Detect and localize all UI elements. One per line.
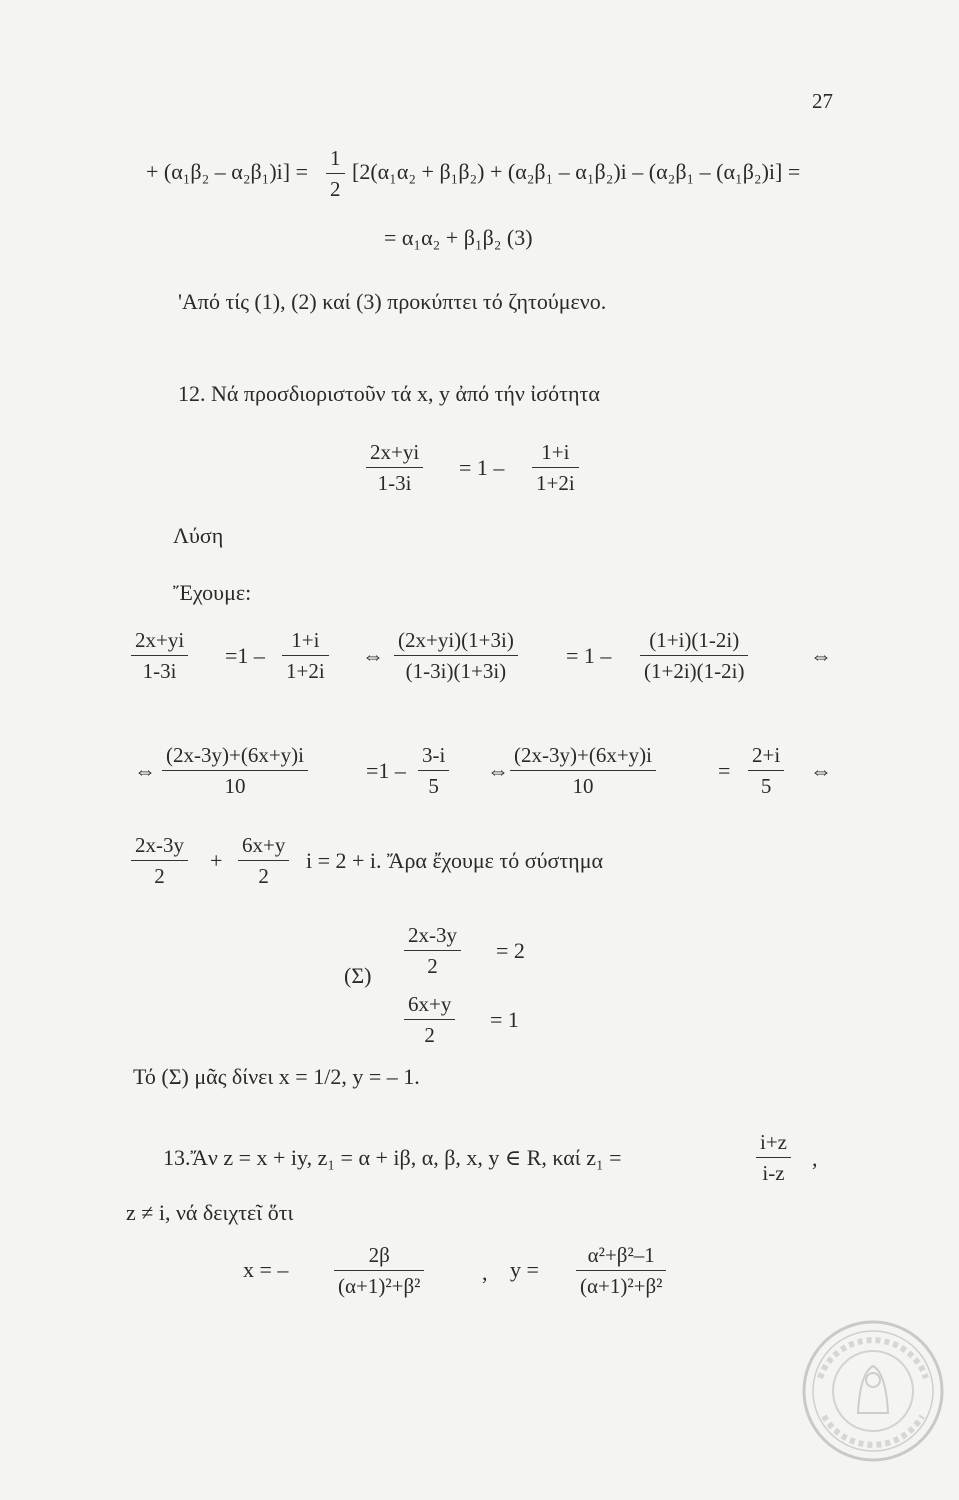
p13-y-den: (α+1)²+β² — [580, 1274, 663, 1298]
r3-frac2 — [238, 833, 289, 888]
eq-result-3: = α₁α₂ + β₁β₂ (3) — [384, 225, 533, 250]
sys-eq2-frac — [404, 992, 455, 1047]
r3-plus: + — [210, 848, 223, 873]
p12-eq-rhs-num: 1+i — [541, 440, 570, 464]
sys-eq1-rhs: = 2 — [496, 938, 525, 963]
problem-13-condition: z ≠ i, νά δειχτεῖ ὅτι — [126, 1200, 294, 1225]
r1-op1: =1 – — [225, 643, 265, 668]
conclusion-text: 'Από τίς (1), (2) καί (3) προκύπτει τό ζητούμενο. — [178, 289, 607, 314]
r1-frac1-num: 2x+yi — [135, 628, 185, 652]
sys-eq1-den: 2 — [427, 954, 438, 978]
p13-y-num: α²+β²–1 — [587, 1243, 655, 1267]
r3-frac2-num: 6x+y — [242, 833, 286, 857]
r2-iff0: ⇔ — [134, 758, 156, 783]
page-number: 27 — [812, 89, 833, 113]
half-numerator: 1 — [330, 146, 341, 170]
p13-y-frac — [576, 1243, 666, 1298]
r1-frac3-den: (1-3i)(1+3i) — [405, 659, 507, 683]
p13-z1-tail: , — [812, 1146, 818, 1171]
eq-continuation-left: + (α₁β₂ – α₂β₁)i] = — [146, 159, 309, 184]
p12-eq-lhs-num: 2x+yi — [370, 440, 420, 464]
problem-13-statement: 13.Ἄν z = x + iy, z₁ = α + iβ, α, β, x, y ∈ R, καί z₁ = — [163, 1145, 622, 1170]
sys-eq1-frac — [404, 923, 461, 978]
p12-eq-mid: = 1 – — [459, 455, 505, 480]
p12-eq-rhs-den: 1+2i — [536, 471, 575, 495]
r2-frac3-num: (2x-3y)+(6x+y)i — [514, 743, 652, 767]
r1-frac3 — [394, 628, 518, 683]
r2-frac1-den: 10 — [224, 774, 246, 798]
p13-x-num: 2β — [368, 1243, 390, 1267]
library-stamp-icon — [800, 1318, 946, 1464]
p13-sep: , — [482, 1260, 488, 1285]
we-have-label: Ἔχουμε: — [173, 580, 252, 605]
r3-frac2-den: 2 — [258, 864, 269, 888]
r2-frac3 — [510, 743, 656, 798]
r2-frac4-num: 2+i — [752, 743, 781, 767]
r1-op2: = 1 – — [566, 643, 612, 668]
r1-frac2-den: 1+2i — [286, 659, 325, 683]
p13-x-den: (α+1)²+β² — [338, 1274, 421, 1298]
r1-frac1-den: 1-3i — [142, 659, 177, 683]
p13-z1-frac — [756, 1130, 791, 1185]
system-label: (Σ) — [344, 963, 372, 988]
sys-eq2-rhs: = 1 — [490, 1007, 519, 1032]
problem-12-result: Τό (Σ) μᾶς δίνει x = 1/2, y = – 1. — [133, 1064, 420, 1089]
p13-y-lhs: y = — [510, 1257, 539, 1282]
p12-eq-rhs — [532, 440, 579, 495]
sys-eq1-num: 2x-3y — [408, 923, 457, 947]
p12-eq-lhs-den: 1-3i — [377, 471, 412, 495]
r1-frac4-num: (1+i)(1-2i) — [649, 628, 740, 652]
r2-frac2-num: 3-i — [422, 743, 446, 767]
r2-frac4-den: 5 — [760, 774, 772, 798]
sys-eq2-den: 2 — [424, 1023, 435, 1047]
p12-eq-lhs — [366, 440, 423, 495]
r1-frac4 — [640, 628, 748, 683]
r2-op1: =1 – — [366, 758, 406, 783]
r2-frac1-num: (2x-3y)+(6x+y)i — [166, 743, 304, 767]
eq-continuation-right: [2(α₁α₂ + β₁β₂) + (α₂β₁ – α₁β₂)i – (α₂β₁ – (α₁β₂)i] = — [352, 159, 801, 184]
r3-frac1-den: 2 — [154, 864, 165, 888]
r2-iff2: ⇔ — [810, 758, 832, 783]
r1-iff2: ⇔ — [810, 643, 832, 668]
r1-iff1: ⇔ — [362, 643, 384, 668]
r2-iff1: ⇔ — [487, 758, 509, 783]
r1-frac2-num: 1+i — [291, 628, 320, 652]
p13-z1-num: i+z — [760, 1130, 787, 1154]
r3-frac1 — [131, 833, 188, 888]
r2-frac4 — [748, 743, 784, 798]
p13-x-frac — [334, 1243, 424, 1298]
r3-rest: i = 2 + i. Ἄρα ἔχουμε τό σύστημα — [306, 848, 604, 873]
r1-frac1 — [131, 628, 188, 683]
r1-frac4-den: (1+2i)(1-2i) — [644, 659, 745, 683]
p13-x-lhs: x = – — [243, 1257, 289, 1282]
r1-frac2 — [282, 628, 329, 683]
problem-12-statement: 12. Νά προσδιοριστοῦν τά x, y ἀπό τήν ἰσότητα — [178, 381, 600, 406]
r2-frac3-den: 10 — [572, 774, 594, 798]
r2-frac2-den: 5 — [428, 774, 439, 798]
r2-frac1 — [162, 743, 308, 798]
r2-frac2 — [418, 743, 449, 798]
r1-frac3-num: (2x+yi)(1+3i) — [398, 628, 514, 652]
half-denominator: 2 — [330, 177, 341, 201]
solution-label: Λύση — [173, 523, 224, 548]
r2-op2: = — [718, 758, 731, 783]
p13-z1-den: i-z — [762, 1161, 785, 1185]
half-fraction — [326, 146, 345, 201]
sys-eq2-num: 6x+y — [408, 992, 452, 1016]
r3-frac1-num: 2x-3y — [135, 833, 184, 857]
